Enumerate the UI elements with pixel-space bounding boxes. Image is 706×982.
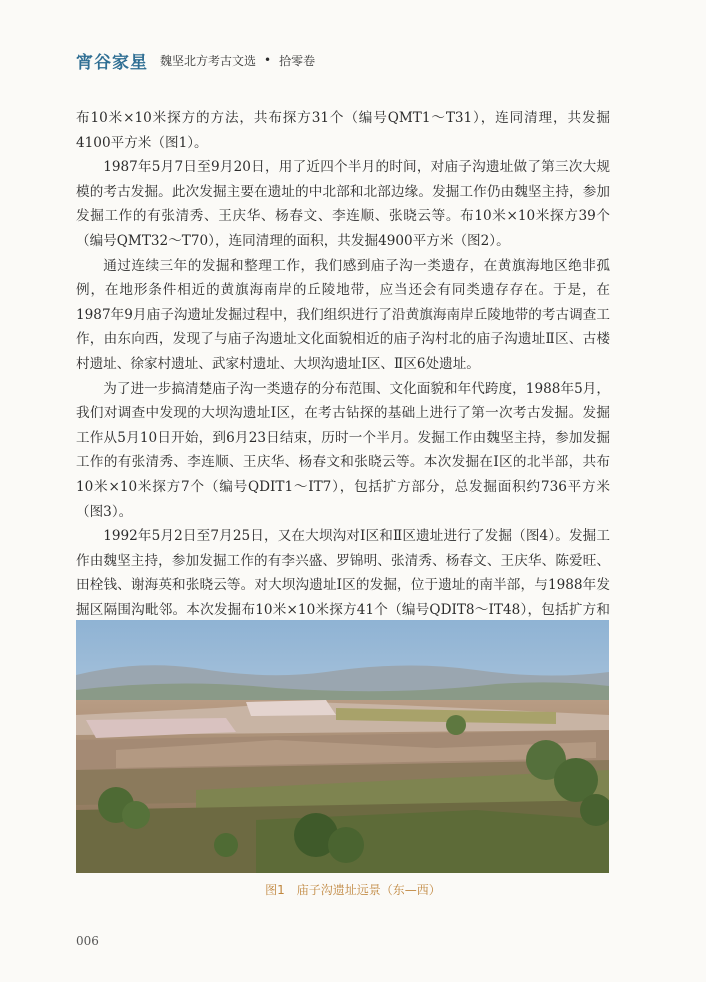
figure-photo-landscape bbox=[76, 620, 609, 873]
running-header bbox=[76, 48, 315, 72]
series-logo-text: 宵谷家星 bbox=[76, 52, 148, 73]
book-title: 魏坚北方考古文选 bbox=[160, 53, 257, 68]
paragraph: 为了进一步搞清楚庙子沟一类遗存的分布范围、文化面貌和年代跨度，1988年5月，我们对调查中发现的大坝沟遗址Ⅰ区，在考古钻探的基础上进行了第一次考古发掘。发掘工作从5月10日开始，到6月23日结束，历时一个半月。发掘工作由魏坚主持，参加发掘工作的有张清秀、李连顺、王庆华、杨春文和张晓云等。本次发掘在Ⅰ区的北半部，共布10米×10米探方7个（编号QDIT1～IT7），包括扩方部分，总发掘面积约736平方米（图3）。 bbox=[76, 380, 610, 520]
paragraph: 通过连续三年的发掘和整理工作，我们感到庙子沟一类遗存，在黄旗海地区绝非孤例，在地形条件相近的黄旗海南岸的丘陵地带，应当还会有同类遗存存在。于是，在1987年9月庙子沟遗址发掘过程中，我们组织进行了沿黄旗海南岸丘陵地带的考古调查工作，由东向西，发现了与庙子沟遗址文化面貌相近的庙子沟村北的庙子沟遗址Ⅱ区、古楼村遗址、徐家村遗址、武家村遗址、大坝沟遗址Ⅰ区、Ⅱ区6处遗址。 bbox=[76, 257, 610, 372]
header-separator: • bbox=[264, 53, 272, 67]
figure-caption: 图1 庙子沟遗址远景（东—西） bbox=[265, 883, 441, 897]
landscape-photo bbox=[76, 620, 609, 873]
paragraph: 1987年5月7日至9月20日，用了近四个半月的时间，对庙子沟遗址做了第三次大规模的考古发掘。此次发掘主要在遗址的中北部和北部边缘。发掘工作仍由魏坚主持，参加发掘工作的有张清秀、王庆华、杨春文、李连顺、张晓云等。布10米×10米探方39个（编号QMT32～T70），连同清理的面积，共发掘4900平方米（图2）。 bbox=[76, 159, 610, 249]
paragraph-continued: 布10米×10米探方的方法，共布探方31个（编号QMT1～T31），连同清理，共发掘4100平方米（图1）。 bbox=[76, 110, 610, 151]
page-number: 006 bbox=[76, 934, 99, 948]
body-text bbox=[76, 106, 610, 647]
paragraph: 1992年5月2日至7月25日，又在大坝沟对Ⅰ区和Ⅱ区遗址进行了发掘（图4）。发掘工作由魏坚主持，参加发掘工作的有李兴盛、罗锦明、张清秀、杨春文、王庆华、陈爱旺、田栓钱、谢海英和张晓云等。对大坝沟遗址Ⅰ区的发掘，位于遗址的南半部，与1988年发掘区隔围沟毗邻。本次发掘布10米×10米探方41个（编号QDIT8～IT48），包括扩方和 bbox=[76, 528, 610, 618]
volume-title: 拾零卷 bbox=[279, 53, 316, 68]
